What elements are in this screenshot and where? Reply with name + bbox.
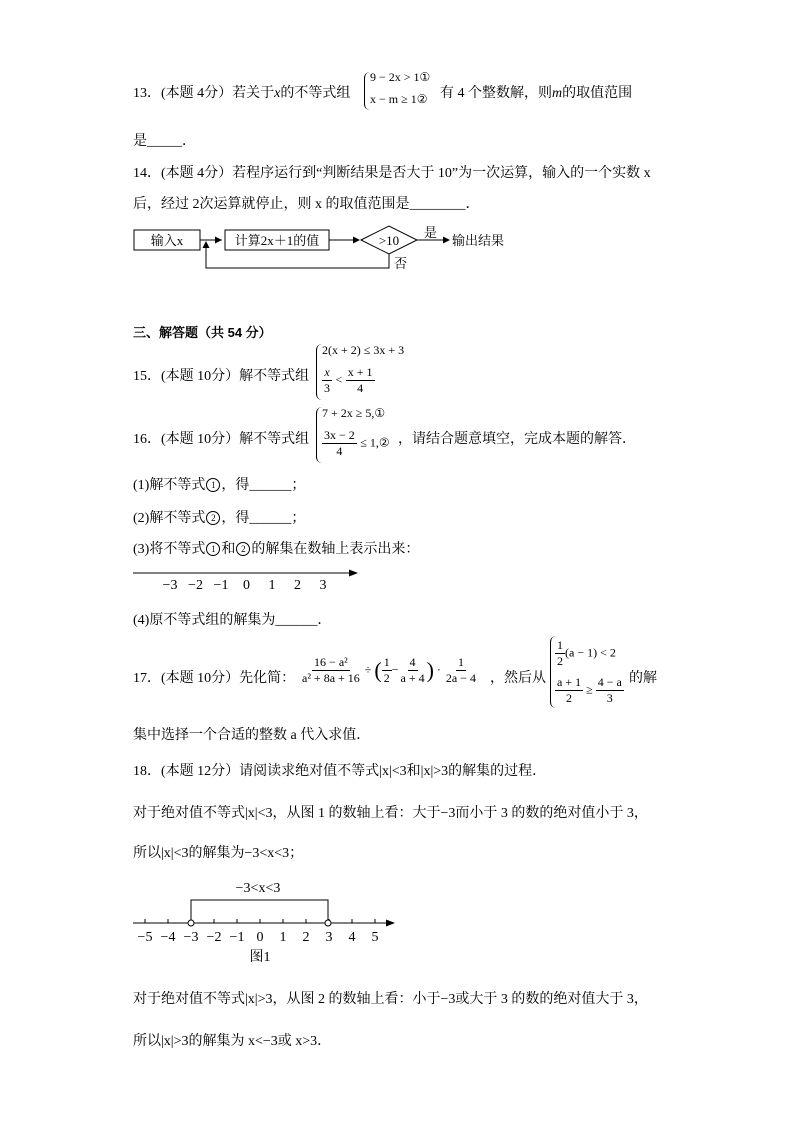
fig1-caption: 图1 <box>249 950 271 965</box>
flow-no-label: 否 <box>394 256 408 271</box>
fig1-tick-label: 5 <box>371 930 379 945</box>
q17-dot: · <box>436 662 441 677</box>
q13-line2: 是_____． <box>133 134 196 149</box>
q13-prefix: 13．(本题 4分）若关于 <box>133 86 275 101</box>
number-line-tick-labels <box>163 578 327 593</box>
q13-suffix-b: 的取值范围 <box>562 86 633 101</box>
q16-sub1-b: ，得______； <box>221 478 306 493</box>
circled-1-icon: 1 <box>206 478 220 492</box>
q16-sub3-a: (3)将不等式 <box>133 542 206 557</box>
q15-frac1: $\frac{x}{3}$ <box>324 365 330 395</box>
q16-sub1-a: (1)解不等式 <box>133 478 206 493</box>
q17-sys-frac-3: $\frac{4 - a}{3}$ <box>597 675 622 705</box>
q18-line5: 所以|x|>3的解集为 x<−3或 x>3． <box>133 1034 332 1049</box>
q13-suffix-a: 有 4 个整数解，则 <box>440 86 552 101</box>
q15-eq1: 2(x + 2) ≤ 3x + 3 <box>322 343 405 357</box>
q14-line1: 14．(本题 4分）若程序运行到“判断结果是否大于 10”为一次运算，输入的一个实数 x <box>133 166 651 181</box>
q17-div: ÷ <box>364 662 372 677</box>
fig1-tick-label: 4 <box>348 930 356 945</box>
flow-output-label: 输出结果 <box>452 233 505 248</box>
q15-label: 15．(本题 10分）解不等式组 <box>133 369 310 384</box>
circled-1-icon: 1 <box>206 542 220 556</box>
q17-sys-frac-2: $\frac{a + 1}{2}$ <box>557 675 582 705</box>
fig1-tick-label: 3 <box>325 930 333 945</box>
flow-compute-label: 计算2x＋1的值 <box>234 233 320 248</box>
q16-eq2-rest: ≤ 1,② <box>360 435 390 450</box>
fig1-tick-label: −3 <box>183 930 199 945</box>
q17-suffix: 的解 <box>629 671 657 686</box>
number-line-tick-label: 1 <box>268 578 276 593</box>
number-line-tick-label: −1 <box>213 578 229 593</box>
flow-arrowhead-2 <box>353 237 360 244</box>
flow-yes-label: 是 <box>424 225 438 240</box>
number-line-tick-label: −3 <box>162 578 178 593</box>
number-line-tick-label: −2 <box>188 578 203 593</box>
section-3-heading: 三、解答题（共 54 分） <box>133 325 272 340</box>
flow-arrowhead-yes <box>443 237 450 244</box>
fig1-open-circle-right <box>325 920 331 926</box>
q13-eq2: x − m ≥ 1② <box>370 92 428 106</box>
q15-frac2: $\frac{x + 1}{4}$ <box>347 365 373 395</box>
q15-lt: < <box>335 372 343 387</box>
q16-suffix: ，请结合题意填空，完成本题的解答． <box>398 432 636 447</box>
fig1-tick-label: −1 <box>229 930 245 945</box>
q16-sub2-b: ，得______； <box>221 511 306 526</box>
fig1-tick-label: 0 <box>256 930 264 945</box>
q17-then: ，然后从 <box>490 671 546 686</box>
fig1-tick-label: 2 <box>302 930 310 945</box>
flow-loop-arrowhead <box>203 241 210 248</box>
q17-left-paren: ( <box>374 657 382 683</box>
q17-sys-frac-1: $\frac{1}{2}$ <box>557 638 563 668</box>
q16-frac: $\frac{3x - 2}{4}$ <box>324 428 355 458</box>
q18-line4: 对于绝对值不等式|x|>3，从图 2 的数轴上看：小于−3或大于 3 的数的绝对值大于 3， <box>133 992 648 1007</box>
q13-mid: 的不等式组 <box>280 86 351 101</box>
fig1-tick-label: −5 <box>137 930 153 945</box>
fig1-arrowhead <box>386 920 395 927</box>
fig1-open-circle-left <box>188 920 194 926</box>
q17-frac-4: $\frac{1}{2a - 4}$ <box>445 655 477 685</box>
number-line-tick-label: 0 <box>243 578 250 593</box>
q16-eq1: 7 + 2x ≥ 5,① <box>322 406 386 420</box>
q14-flowchart <box>130 220 530 272</box>
q16-label: 16．(本题 10分）解不等式组 <box>133 432 310 447</box>
q16-sub2-a: (2)解不等式 <box>133 511 206 526</box>
flow-judge-label: >10 <box>378 233 400 248</box>
q17-frac-1: $\frac{\text{16 − a²}}{\text{a² + 8a + 16}}$ <box>302 655 360 685</box>
fig1-tick-label: −2 <box>206 930 222 945</box>
q13-var-x: x <box>274 86 281 101</box>
q16-sub4: (4)原不等式组的解集为______． <box>133 613 332 628</box>
number-line-tick-label: 2 <box>294 578 301 593</box>
q17-label: 17．(本题 10分）先化简： <box>133 671 296 686</box>
q17-sys-eq1-rest: (a − 1) < 2 <box>565 645 616 660</box>
flow-arrowhead-1 <box>215 237 222 244</box>
q17-frac-3: $\frac{4}{a + 4}$ <box>400 655 425 685</box>
q17-line2: 集中选择一个合适的整数 a 代入求值． <box>133 728 371 743</box>
q13-eq1: 9 − 2x > 1① <box>370 70 431 84</box>
q16-sub3-b: 和 <box>221 542 236 557</box>
q17-frac-2: $\frac{1}{2}$ <box>383 655 390 685</box>
q17-right-paren: ) <box>426 657 434 683</box>
number-line-tick-label: 3 <box>319 578 327 593</box>
circled-2-icon: 2 <box>206 511 220 525</box>
q14-line2: 后，经过 2次运算就停止，则 x 的取值范围是________． <box>133 197 480 212</box>
fig1-tick-label: 1 <box>279 930 287 945</box>
fig1-range-label: −3<x<3 <box>235 881 281 896</box>
q17-minus: − <box>391 662 399 677</box>
flow-input-label: 输入x <box>150 233 184 248</box>
q18-line3: 所以|x|<3的解集为−3<x<3； <box>133 846 304 861</box>
q17-sys-ge: ≥ <box>586 682 593 697</box>
q18-line1: 18．(本题 12分）请阅读求绝对值不等式|x|<3和|x|>3的解集的过程． <box>133 764 547 779</box>
q16-sub3-c: 的解集在数轴上表示出来： <box>251 542 420 557</box>
q16-number-line <box>130 565 362 593</box>
circled-2-icon: 2 <box>236 542 250 556</box>
q18-figure-1 <box>130 875 402 965</box>
number-line-arrowhead <box>349 570 358 577</box>
q13-var-m: m <box>552 86 563 101</box>
fig1-tick-label: −4 <box>160 930 176 945</box>
q18-line2: 对于绝对值不等式|x|<3，从图 1 的数轴上看：大于−3而小于 3 的数的绝对值小于 3， <box>133 806 648 821</box>
